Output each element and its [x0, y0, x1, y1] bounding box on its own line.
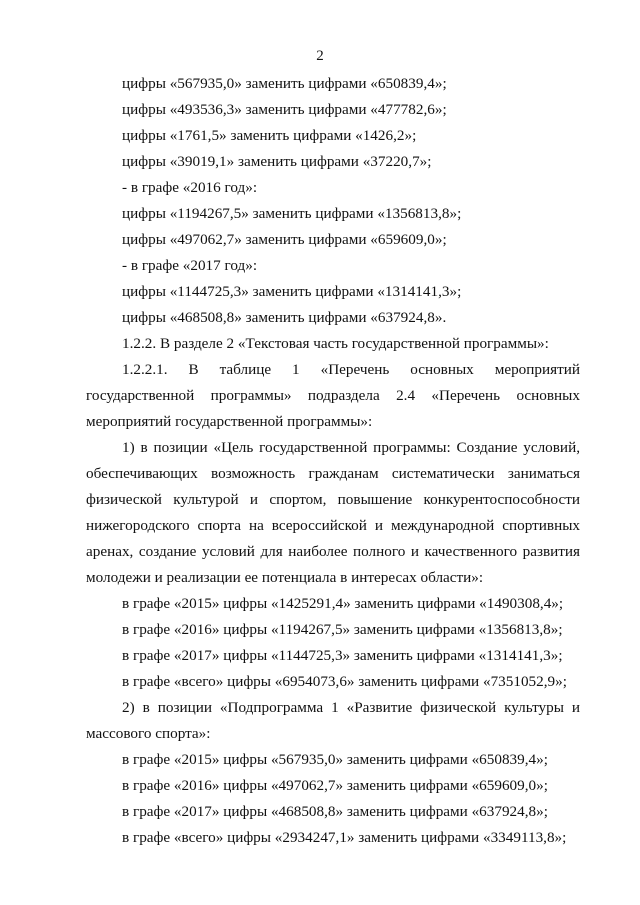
- paragraph-line: молодежи и реализации ее потенциала в интересах области»:: [86, 569, 484, 586]
- text-line: в графе «2015» цифры «567935,0» заменить цифрами «650839,4»;: [122, 751, 548, 768]
- text-line: цифры «493536,3» заменить цифрами «477782,6»;: [122, 101, 447, 118]
- text-line: в графе «2015» цифры «1425291,4» заменить цифрами «1490308,4»;: [122, 595, 564, 612]
- text-line: цифры «39019,1» заменить цифрами «37220,7»;: [122, 153, 432, 170]
- text-line: - в графе «2016 год»:: [122, 179, 258, 196]
- text-line: цифры «567935,0» заменить цифрами «650839,4»;: [122, 75, 447, 92]
- text-line: цифры «497062,7» заменить цифрами «659609,0»;: [122, 231, 447, 248]
- paragraph-line: мероприятий государственной программы»:: [86, 413, 373, 430]
- text-line: - в графе «2017 год»:: [122, 257, 258, 274]
- text-line: в графе «2017» цифры «1144725,3» заменить цифрами «1314141,3»;: [122, 647, 563, 664]
- text-line: цифры «1144725,3» заменить цифрами «1314141,3»;: [122, 283, 462, 300]
- page-number: 2: [316, 48, 324, 64]
- text-line: в графе «всего» цифры «6954073,6» заменить цифрами «7351052,9»;: [122, 673, 567, 690]
- text-line: в графе «2017» цифры «468508,8» заменить цифрами «637924,8»;: [122, 803, 548, 820]
- text-line: цифры «468508,8» заменить цифрами «637924,8».: [122, 309, 447, 326]
- text-line: цифры «1194267,5» заменить цифрами «1356813,8»;: [122, 205, 462, 222]
- text-line: цифры «1761,5» заменить цифрами «1426,2»;: [122, 127, 417, 144]
- paragraph-line: физической культурой и спортом, повышение конкурентоспособности: [86, 491, 580, 508]
- text-line: в графе «2016» цифры «497062,7» заменить цифрами «659609,0»;: [122, 777, 548, 794]
- text-line: в графе «2016» цифры «1194267,5» заменить цифрами «1356813,8»;: [122, 621, 563, 638]
- paragraph-line: 1.2.2.1. В таблице 1 «Перечень основных мероприятий: [122, 361, 580, 378]
- paragraph-line: обеспечивающих возможность гражданам систематически заниматься: [86, 465, 580, 482]
- paragraph-line: аренах, создание условий для наиболее полного и качественного развития: [86, 543, 580, 560]
- paragraph-line: массового спорта»:: [86, 725, 211, 742]
- paragraph-line: 1) в позиции «Цель государственной программы: Создание условий,: [122, 439, 580, 456]
- text-line: в графе «всего» цифры «2934247,1» заменить цифрами «3349113,8»;: [122, 829, 567, 846]
- paragraph-line: государственной программы» подраздела 2.4 «Перечень основных: [86, 387, 580, 404]
- paragraph-line: нижегородского спорта на всероссийской и международной спортивных: [86, 517, 580, 534]
- section-heading: 1.2.2. В разделе 2 «Текстовая часть государственной программы»:: [122, 335, 549, 352]
- paragraph-line: 2) в позиции «Подпрограмма 1 «Развитие физической культуры и: [122, 699, 580, 716]
